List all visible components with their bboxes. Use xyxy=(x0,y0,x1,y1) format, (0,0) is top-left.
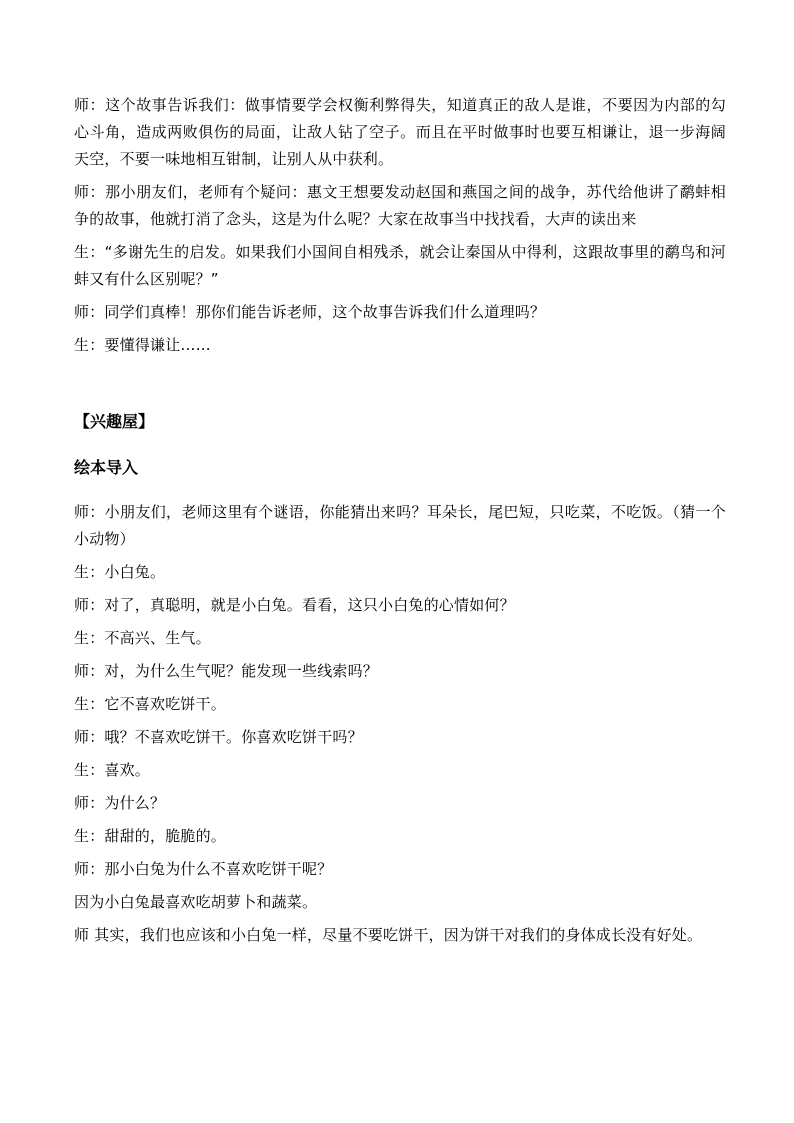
dialogue-paragraph: 生：“多谢先生的启发。如果我们小国间自相残杀，就会让秦国从中得利，这跟故事里的鹬鸟和河蚌又有什么区别呢？” xyxy=(74,243,726,288)
dialogue-paragraph: 师：对了，真聪明，就是小白兔。看看，这只小白兔的心情如何？ xyxy=(74,596,515,614)
section-spacer xyxy=(74,365,726,409)
dialogue-paragraph: 师：那小朋友们，老师有个疑问：惠文王想要发动赵国和燕国之间的战争，苏代给他讲了鹬蚌相争的故事，他就打消了念头，这是为什么呢？大家在故事当中找找看，大声的读出来 xyxy=(74,183,726,228)
dialogue-paragraph: 师：哦？不喜欢吃饼干。你喜欢吃饼干吗？ xyxy=(74,728,363,746)
dialogue-paragraph: 师：这个故事告诉我们：做事情要学会权衡利弊得失，知道真正的敌人是谁，不要因为内部的勾心斗角，造成两败俱伤的局面，让敌人钻了空子。而且在平时做事时也要互相谦让，退一步海阔天空，不要一味地相互钳制，让别人从中获利。 xyxy=(74,96,726,168)
dialogue-paragraph: 师：对，为什么生气呢？能发现一些线索吗？ xyxy=(74,662,379,680)
dialogue-section-story xyxy=(74,92,726,359)
dialogue-paragraph: 生：小白兔。 xyxy=(74,563,166,581)
section-subtitle: 绘本导入 xyxy=(74,458,139,477)
dialogue-paragraph: 师：那小白兔为什么不喜欢吃饼干呢？ xyxy=(74,860,333,878)
dialogue-paragraph: 师 其实，我们也应该和小白兔一样，尽量不要吃饼干，因为饼干对我们的身体成长没有好处。 xyxy=(74,926,703,944)
dialogue-paragraph: 生：它不喜欢吃饼干。 xyxy=(74,695,227,713)
dialogue-paragraph: 师：小朋友们，老师这里有个谜语，你能猜出来吗？耳朵长，尾巴短，只吃菜，不吃饭。（猜一个小动物） xyxy=(74,503,726,548)
dialogue-paragraph: 师：为什么？ xyxy=(74,794,166,812)
dialogue-paragraph: 生：甜甜的，脆脆的。 xyxy=(74,827,227,845)
dialogue-paragraph: 生：不高兴、生气。 xyxy=(74,629,211,647)
document-page xyxy=(74,92,726,955)
dialogue-paragraph: 生：要懂得谦让…… xyxy=(74,336,211,354)
dialogue-paragraph: 师：同学们真棒！那你们能告诉老师，这个故事告诉我们什么道理吗？ xyxy=(74,303,546,321)
section-title: 【兴趣屋】 xyxy=(74,412,155,431)
dialogue-paragraph: 生：喜欢。 xyxy=(74,761,151,779)
interest-section xyxy=(74,409,726,949)
dialogue-paragraph: 因为小白兔最喜欢吃胡萝卜和蔬菜。 xyxy=(74,893,318,911)
